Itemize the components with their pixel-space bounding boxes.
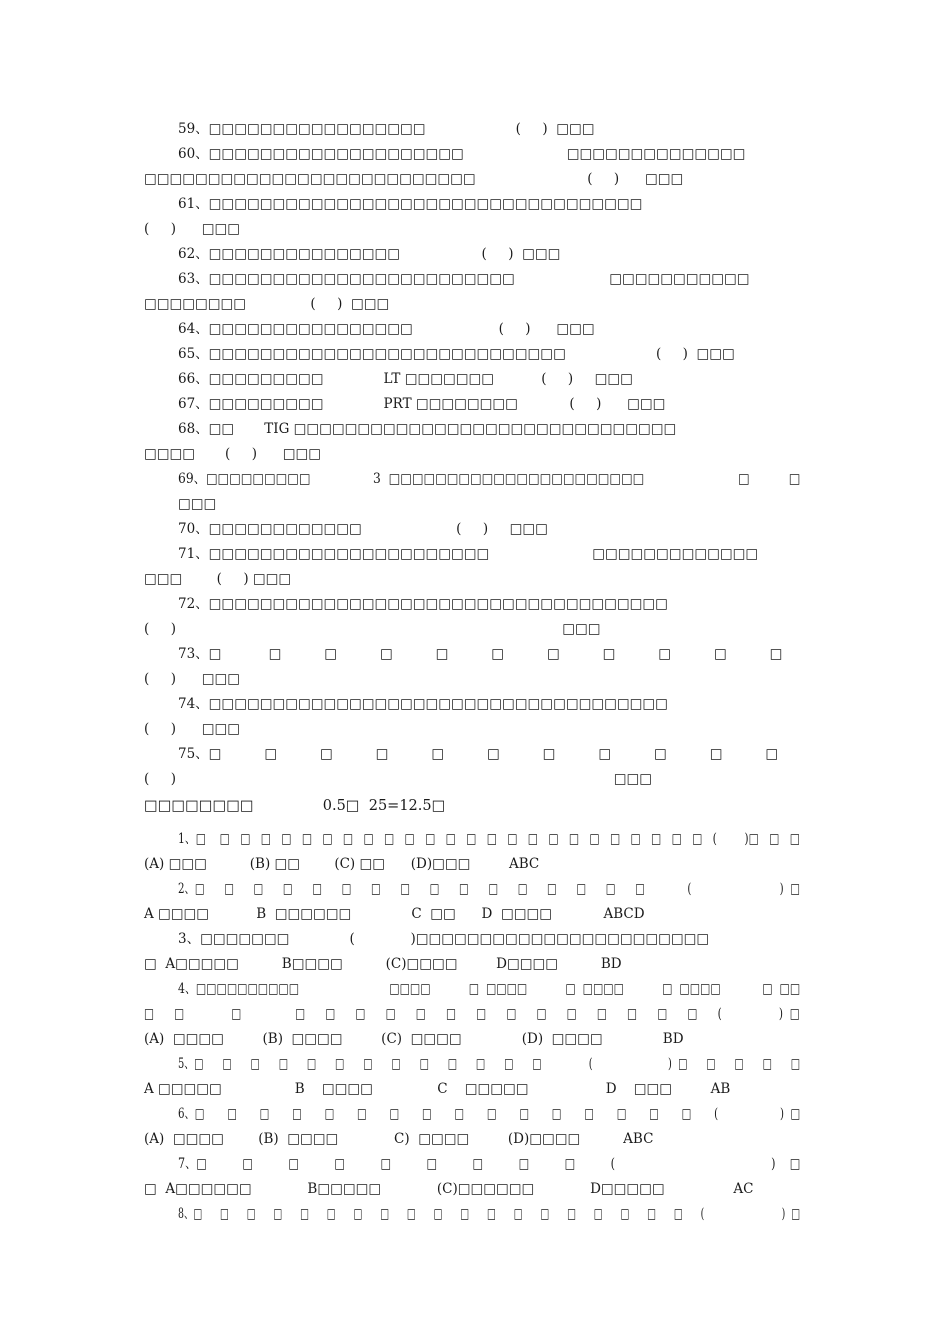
- mc-question-2-options: A □□□□ B □□□□□□ C □□ D □□□□ ABCD: [144, 906, 645, 922]
- question-74-cont: ( ) □□□: [144, 721, 241, 737]
- question-71: 71、□□□□□□□□□□□□□□□□□□□□□□ □□□□□□□□□□□□□: [178, 546, 759, 562]
- mc-question-6: 6、□ □ □ □ □ □ □ □ □ □ □ □ □ □ □ □ ( ) □: [178, 1106, 801, 1122]
- question-65: 65、□□□□□□□□□□□□□□□□□□□□□□□□□□□□ ( ) □□□: [178, 346, 735, 362]
- question-74: 74、□□□□□□□□□□□□□□□□□□□□□□□□□□□□□□□□□□□□: [178, 696, 668, 712]
- mc-question-1-options: (A) □□□ (B) □□ (C) □□ (D)□□□ ABC: [144, 856, 540, 872]
- mc-question-5-options: A □□□□□ B □□□□ C □□□□□ D □□□ AB: [144, 1081, 731, 1097]
- question-59: 59、□□□□□□□□□□□□□□□□□ ( ) □□□: [178, 121, 595, 137]
- mc-question-1: 1、□ □ □ □ □ □ □ □ □ □ □ □ □ □ □ □ □ □ □ □ □ □ □ □ □ ( )□ □ □: [178, 831, 800, 847]
- question-60-cont: □□□□□□□□□□□□□□□□□□□□□□□□□□ ( ) □□□: [144, 171, 684, 187]
- question-67: 67、□□□□□□□□□ PRT □□□□□□□□ ( ) □□□: [178, 396, 666, 412]
- mc-question-3-options: □ A□□□□□ B□□□□ (C)□□□□ D□□□□ BD: [144, 956, 622, 972]
- question-70: 70、□□□□□□□□□□□□ ( ) □□□: [178, 521, 548, 537]
- mc-question-6-options: (A) □□□□ (B) □□□□ C) □□□□ (D)□□□□ ABC: [144, 1131, 654, 1147]
- question-68-cont: □□□□ ( ) □□□: [144, 446, 322, 462]
- question-75: 75、□ □ □ □ □ □ □ □ □ □ □: [178, 746, 779, 762]
- question-61-cont: ( ) □□□: [144, 221, 241, 237]
- mc-question-7-options: □ A□□□□□□ B□□□□□ (C)□□□□□□ D□□□□□ AC: [144, 1181, 754, 1197]
- mc-question-4: 4、□□□□□□□□□□ □□□□ □ □□□□ □ □□□□ □ □□□□ □ □□: [178, 981, 801, 997]
- mc-question-3: 3、□□□□□□□ ( )□□□□□□□□□□□□□□□□□□□□□□□: [178, 931, 710, 947]
- question-64: 64、□□□□□□□□□□□□□□□□ ( ) □□□: [178, 321, 595, 337]
- question-62: 62、□□□□□□□□□□□□□□□ ( ) □□□: [178, 246, 561, 262]
- question-63: 63、□□□□□□□□□□□□□□□□□□□□□□□□ □□□□□□□□□□□: [178, 271, 750, 287]
- section-heading-multiple-choice: □□□□□□□□ 0.5□ 25=12.5□: [144, 798, 446, 814]
- question-60: 60、□□□□□□□□□□□□□□□□□□□□ □□□□□□□□□□□□□□: [178, 146, 746, 162]
- question-73-cont: ( ) □□□: [144, 671, 241, 687]
- mc-question-4-cont: □ □ □ □ □ □ □ □ □ □ □ □ □ □ □ □ □ ( ) □: [144, 1006, 800, 1022]
- question-66: 66、□□□□□□□□□ LT □□□□□□□ ( ) □□□: [178, 371, 633, 387]
- mc-question-5: 5、□ □ □ □ □ □ □ □ □ □ □ □ □ ( ) □ □ □ □ □: [178, 1056, 801, 1072]
- question-61: 61、□□□□□□□□□□□□□□□□□□□□□□□□□□□□□□□□□□: [178, 196, 643, 212]
- question-73: 73、□ □ □ □ □ □ □ □ □ □ □: [178, 646, 783, 662]
- question-69: 69、□□□□□□□□□ 3 □□□□□□□□□□□□□□□□□□□□□□ □ □: [178, 471, 801, 487]
- mc-question-4-options: (A) □□□□ (B) □□□□ (C) □□□□ (D) □□□□ BD: [144, 1031, 684, 1047]
- question-71-cont: □□□ ( ) □□□: [144, 571, 292, 587]
- question-69-cont: □□□: [178, 496, 217, 512]
- question-68: 68、□□ TIG □□□□□□□□□□□□□□□□□□□□□□□□□□□□□□: [178, 421, 677, 437]
- question-63-cont: □□□□□□□□ ( ) □□□: [144, 296, 390, 312]
- question-72-cont: ( ) □□□: [144, 621, 601, 637]
- question-75-cont: ( ) □□□: [144, 771, 652, 787]
- mc-question-2: 2、□ □ □ □ □ □ □ □ □ □ □ □ □ □ □ □ ( ) □: [178, 881, 800, 897]
- mc-question-7: 7、□ □ □ □ □ □ □ □ □ ( ) □: [178, 1156, 801, 1172]
- question-72: 72、□□□□□□□□□□□□□□□□□□□□□□□□□□□□□□□□□□□□: [178, 596, 668, 612]
- mc-question-8: 8、□ □ □ □ □ □ □ □ □ □ □ □ □ □ □ □ □ □ □ ( ) □: [178, 1206, 801, 1222]
